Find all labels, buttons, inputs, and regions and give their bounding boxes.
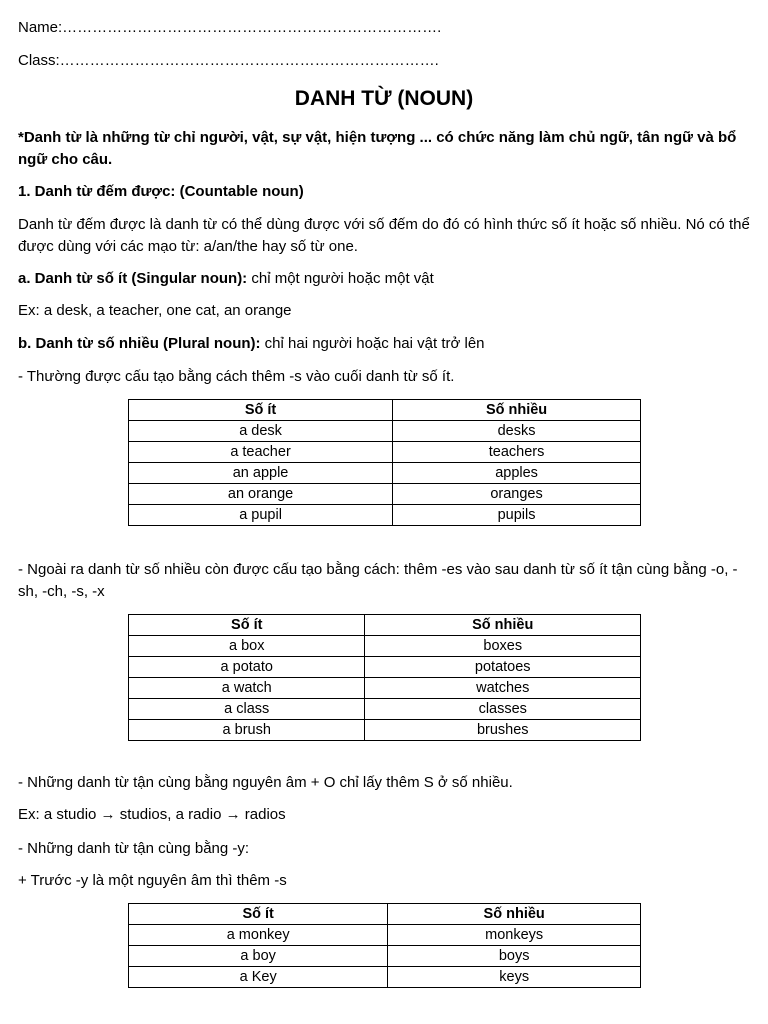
table-header-row (129, 615, 641, 636)
plural-cell: teachers (393, 442, 641, 463)
singular-cell: a boy (129, 946, 388, 967)
singular-cell: a brush (129, 720, 365, 741)
table-header-row (129, 400, 641, 421)
table-row (129, 967, 641, 988)
vowel-o-example: Ex: a studio → studios, a radio → radios (18, 806, 286, 823)
plural-cell: boxes (365, 636, 641, 657)
plural-definition (18, 334, 485, 354)
singular-example: Ex: a desk, a teacher, one cat, an orange (18, 302, 292, 319)
plural-cell: keys (388, 967, 641, 988)
rule-add-es: - Ngoài ra danh từ số nhiều còn được cấu tạo bằng cách: thêm -es vào sau danh từ số ít tận cùng bằng -o, -sh, -ch, -s, -x (18, 561, 738, 600)
rule-vowel-o: - Những danh từ tận cùng bằng nguyên âm + O chỉ lấy thêm S ở số nhiều. (18, 774, 513, 791)
rule-ending-y: - Những danh từ tận cùng bằng -y: (18, 840, 250, 857)
header-plural: Số nhiều (393, 400, 641, 421)
table-row (129, 720, 641, 741)
table-row (129, 636, 641, 657)
name-line: Name:…………………………………………………………………. (18, 19, 442, 36)
table-row (129, 421, 641, 442)
section1-heading: 1. Danh từ đếm được: (Countable noun) (18, 183, 304, 200)
plural-s-table (128, 399, 641, 526)
singular-cell: a potato (129, 657, 365, 678)
singular-cell: a desk (129, 421, 393, 442)
plural-text: chỉ hai người hoặc hai vật trở lên (260, 335, 485, 352)
header-singular: Số ít (129, 615, 365, 636)
plural-cell: oranges (393, 484, 641, 505)
plural-cell: brushes (365, 720, 641, 741)
plural-cell: classes (365, 699, 641, 720)
singular-cell: an orange (129, 484, 393, 505)
singular-cell: a Key (129, 967, 388, 988)
singular-text: chỉ một người hoặc một vật (247, 270, 434, 287)
singular-cell: a box (129, 636, 365, 657)
plural-label: b. Danh từ số nhiều (Plural noun): (18, 335, 261, 352)
singular-cell: a teacher (129, 442, 393, 463)
singular-cell: a class (129, 699, 365, 720)
table-row (129, 925, 641, 946)
plural-cell: watches (365, 678, 641, 699)
plural-cell: potatoes (365, 657, 641, 678)
table-row (129, 699, 641, 720)
header-singular: Số ít (129, 400, 393, 421)
noun-definition: *Danh từ là những từ chỉ người, vật, sự vật, hiện tượng ... có chức năng làm chủ ngữ, tân ngữ và bổ ngữ cho câu. (18, 129, 737, 168)
header-plural: Số nhiều (388, 904, 641, 925)
table-row (129, 463, 641, 484)
header-plural: Số nhiều (365, 615, 641, 636)
plural-y-table (128, 903, 641, 988)
table-row (129, 484, 641, 505)
singular-cell: a monkey (129, 925, 388, 946)
table-row (129, 505, 641, 526)
rule-add-s: - Thường được cấu tạo bằng cách thêm -s vào cuối danh từ số ít. (18, 368, 455, 385)
plural-es-table (128, 614, 641, 741)
class-line: Class:…………………………………………………………………. (18, 52, 439, 69)
singular-definition (18, 269, 434, 289)
table-header-row (129, 904, 641, 925)
singular-cell: a pupil (129, 505, 393, 526)
plural-cell: boys (388, 946, 641, 967)
page-title: DANH TỪ (NOUN) (294, 87, 474, 110)
table-row (129, 442, 641, 463)
singular-cell: a watch (129, 678, 365, 699)
table-row (129, 657, 641, 678)
plural-cell: pupils (393, 505, 641, 526)
rule-y-vowel: + Trước -y là một nguyên âm thì thêm -s (18, 872, 287, 889)
table-row (129, 678, 641, 699)
section1-text: Danh từ đếm được là danh từ có thể dùng được với số đếm do đó có hình thức số ít hoặc số nhiều. Nó có thể được dùng với các mạo từ: a/an/the hay số từ one. (18, 216, 750, 255)
plural-cell: monkeys (388, 925, 641, 946)
table-row (129, 946, 641, 967)
header-singular: Số ít (129, 904, 388, 925)
singular-label: a. Danh từ số ít (Singular noun): (18, 270, 248, 287)
plural-cell: desks (393, 421, 641, 442)
plural-cell: apples (393, 463, 641, 484)
singular-cell: an apple (129, 463, 393, 484)
